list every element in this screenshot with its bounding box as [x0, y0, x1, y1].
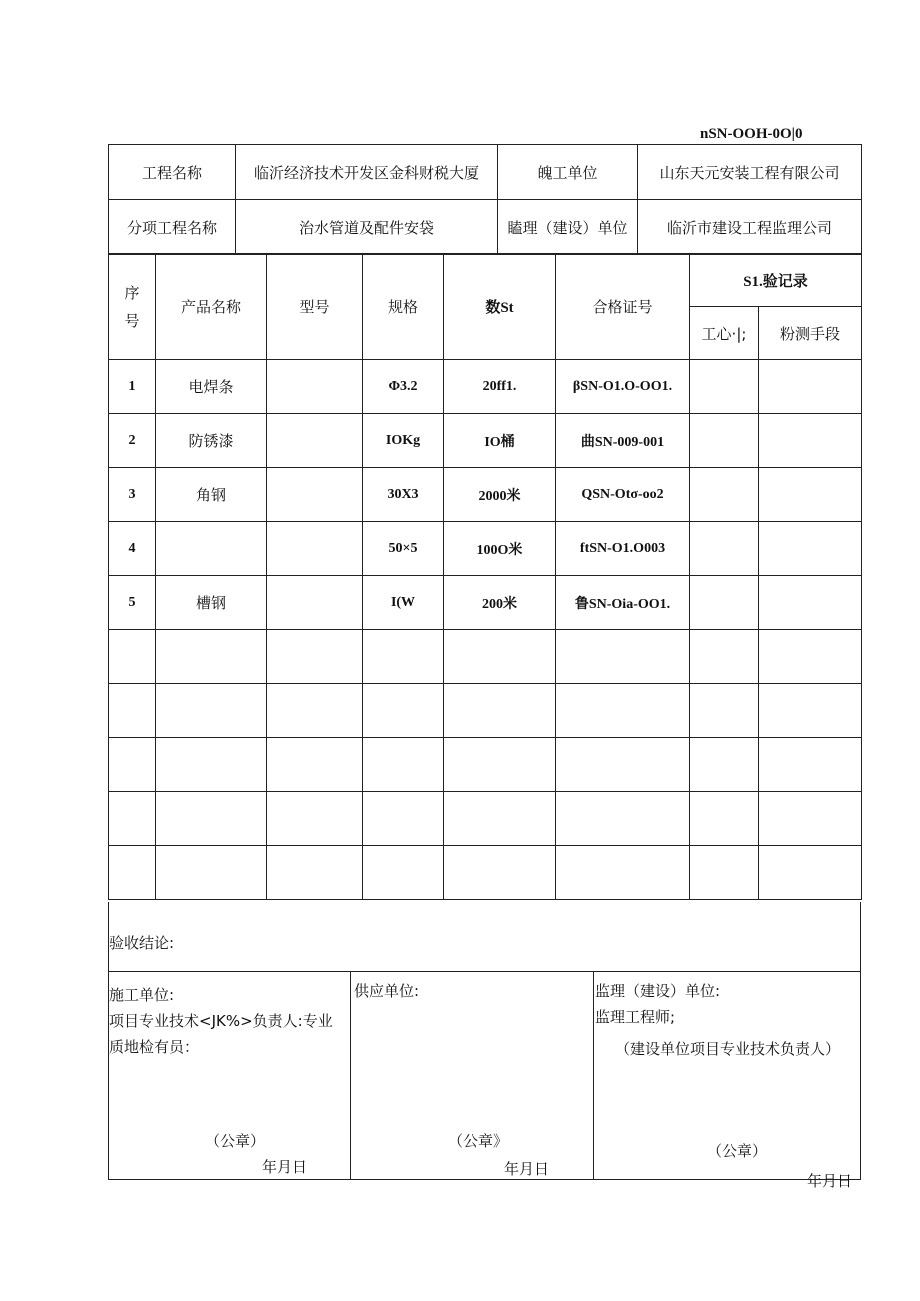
cell-model [267, 576, 363, 630]
cell-model [267, 414, 363, 468]
cell-product [156, 522, 267, 576]
cell-method [759, 846, 862, 900]
cell-spec [363, 792, 444, 846]
table-row [109, 630, 862, 684]
cell-certificate: βSN-O1.O-OO1. [556, 360, 690, 414]
cell-method [759, 522, 862, 576]
cell-quantity [444, 846, 556, 900]
cell-seq: 5 [109, 576, 156, 630]
cell-visual [690, 414, 759, 468]
cell-model [267, 630, 363, 684]
col-certificate-header: 合格证号 [556, 254, 690, 360]
cell-spec [363, 846, 444, 900]
cell-seq: 2 [109, 414, 156, 468]
construction-date: 年月日 [262, 1158, 308, 1176]
project-name-label: 工程名称 [109, 145, 236, 200]
cell-certificate: ftSN-O1.O003 [556, 522, 690, 576]
cell-certificate [556, 630, 690, 684]
subitem-label: 分项工程名称 [109, 200, 236, 255]
supervision-date: 年月日 [807, 1172, 853, 1190]
table-header-row [109, 254, 862, 307]
cell-visual [690, 684, 759, 738]
cell-certificate: QSN-Otσ-oo2 [556, 468, 690, 522]
cell-model [267, 684, 363, 738]
cell-seq: 4 [109, 522, 156, 576]
supplier-seal: （公章》 [448, 1132, 509, 1150]
col-method-header: 粉测手段 [759, 307, 862, 360]
table-row [109, 414, 862, 468]
cell-spec: 50×5 [363, 522, 444, 576]
cell-model [267, 738, 363, 792]
cell-method [759, 576, 862, 630]
materials-table [108, 253, 862, 900]
cell-method [759, 360, 862, 414]
cell-spec [363, 684, 444, 738]
cell-model [267, 468, 363, 522]
cell-method [759, 468, 862, 522]
table-row [109, 738, 862, 792]
table-row [109, 792, 862, 846]
cell-product: 电焊条 [156, 360, 267, 414]
supervision-engineer: 监理工程师; [595, 1008, 676, 1026]
cell-seq [109, 684, 156, 738]
cell-seq [109, 738, 156, 792]
cell-quantity [444, 738, 556, 792]
construction-seal: （公章） [205, 1132, 266, 1150]
table-row [109, 684, 862, 738]
supplier-date: 年月日 [504, 1160, 550, 1178]
cell-visual [690, 576, 759, 630]
cell-visual [690, 846, 759, 900]
cell-method [759, 414, 862, 468]
table-row [109, 846, 862, 900]
cell-visual [690, 792, 759, 846]
cell-product [156, 630, 267, 684]
cell-quantity: 20ff1. [444, 360, 556, 414]
cell-product: 防锈漆 [156, 414, 267, 468]
cell-certificate [556, 738, 690, 792]
cell-seq [109, 846, 156, 900]
cell-product [156, 846, 267, 900]
cell-visual [690, 522, 759, 576]
cell-spec: Φ3.2 [363, 360, 444, 414]
construction-tech-lead: 项目专业技术<JK%>负责人:专业 [109, 1012, 333, 1030]
supervision-block [595, 972, 861, 1190]
subitem-row [109, 200, 862, 255]
table-row [109, 576, 862, 630]
cell-quantity [444, 630, 556, 684]
subitem-value: 治水管道及配件安袋 [236, 200, 498, 255]
supervisor-label: 瞌理（建设）单位 [498, 200, 638, 255]
cell-method [759, 630, 862, 684]
cell-certificate: 鲁SN-Oia-OO1. [556, 576, 690, 630]
cell-product: 角钢 [156, 468, 267, 522]
cell-visual [690, 468, 759, 522]
cell-certificate: 曲SN-009-001 [556, 414, 690, 468]
project-name-value: 临沂经济技术开发区金科财税大厦 [236, 145, 498, 200]
cell-method [759, 684, 862, 738]
cell-quantity [444, 792, 556, 846]
col-product-header: 产品名称 [156, 254, 267, 360]
cell-quantity: 2000米 [444, 468, 556, 522]
col-spec-header: 规格 [363, 254, 444, 360]
contractor-value: 山东天元安装工程有限公司 [638, 145, 862, 200]
cell-certificate [556, 792, 690, 846]
cell-spec: I(W [363, 576, 444, 630]
cell-spec [363, 630, 444, 684]
col-visual-header: 工心·|; [690, 307, 759, 360]
cell-spec: 30X3 [363, 468, 444, 522]
table-row [109, 468, 862, 522]
cell-seq [109, 792, 156, 846]
cell-method [759, 792, 862, 846]
cell-visual [690, 360, 759, 414]
project-info-table [108, 144, 862, 255]
cell-seq: 3 [109, 468, 156, 522]
signature-area [108, 972, 861, 1190]
cell-model [267, 792, 363, 846]
project-row [109, 145, 862, 200]
cell-visual [690, 738, 759, 792]
cell-certificate [556, 846, 690, 900]
cell-product [156, 738, 267, 792]
table-row [109, 360, 862, 414]
cell-method [759, 738, 862, 792]
table-row [109, 522, 862, 576]
col-seq-header: 序 号 [109, 254, 156, 360]
cell-product [156, 684, 267, 738]
construction-inspector: 质地检有员： [109, 1038, 200, 1056]
cell-model [267, 522, 363, 576]
conclusion-box [108, 902, 861, 972]
cell-quantity: 200米 [444, 576, 556, 630]
supervision-client-lead: （建设单位项目专业技术负责人） [615, 1040, 841, 1058]
cell-seq [109, 630, 156, 684]
cell-spec: IOKg [363, 414, 444, 468]
construction-unit-block [109, 972, 350, 1179]
cell-model [267, 360, 363, 414]
col-model-header: 型号 [267, 254, 363, 360]
supervision-label: 监理（建设）单位: [595, 982, 721, 1000]
supervisor-value: 临沂市建设工程监理公司 [638, 200, 862, 255]
supervision-seal: （公章） [707, 1142, 768, 1160]
cell-certificate [556, 684, 690, 738]
cell-quantity [444, 684, 556, 738]
col-quantity-header: 数St [444, 254, 556, 360]
conclusion-label: 验收结论: [109, 934, 175, 952]
cell-spec [363, 738, 444, 792]
cell-product [156, 792, 267, 846]
contractor-label: 魄工单位 [498, 145, 638, 200]
cell-product: 槽钢 [156, 576, 267, 630]
supplier-block [352, 972, 592, 1179]
supplier-label: 供应单位: [354, 982, 420, 1000]
cell-quantity: IO桶 [444, 414, 556, 468]
cell-visual [690, 630, 759, 684]
construction-unit-label: 施工单位: [109, 986, 175, 1004]
col-inspection-header: S1.验记录 [690, 254, 862, 307]
cell-seq: 1 [109, 360, 156, 414]
document-number: nSN-OOH-0O|0 [700, 126, 803, 142]
cell-quantity: 100O米 [444, 522, 556, 576]
cell-model [267, 846, 363, 900]
